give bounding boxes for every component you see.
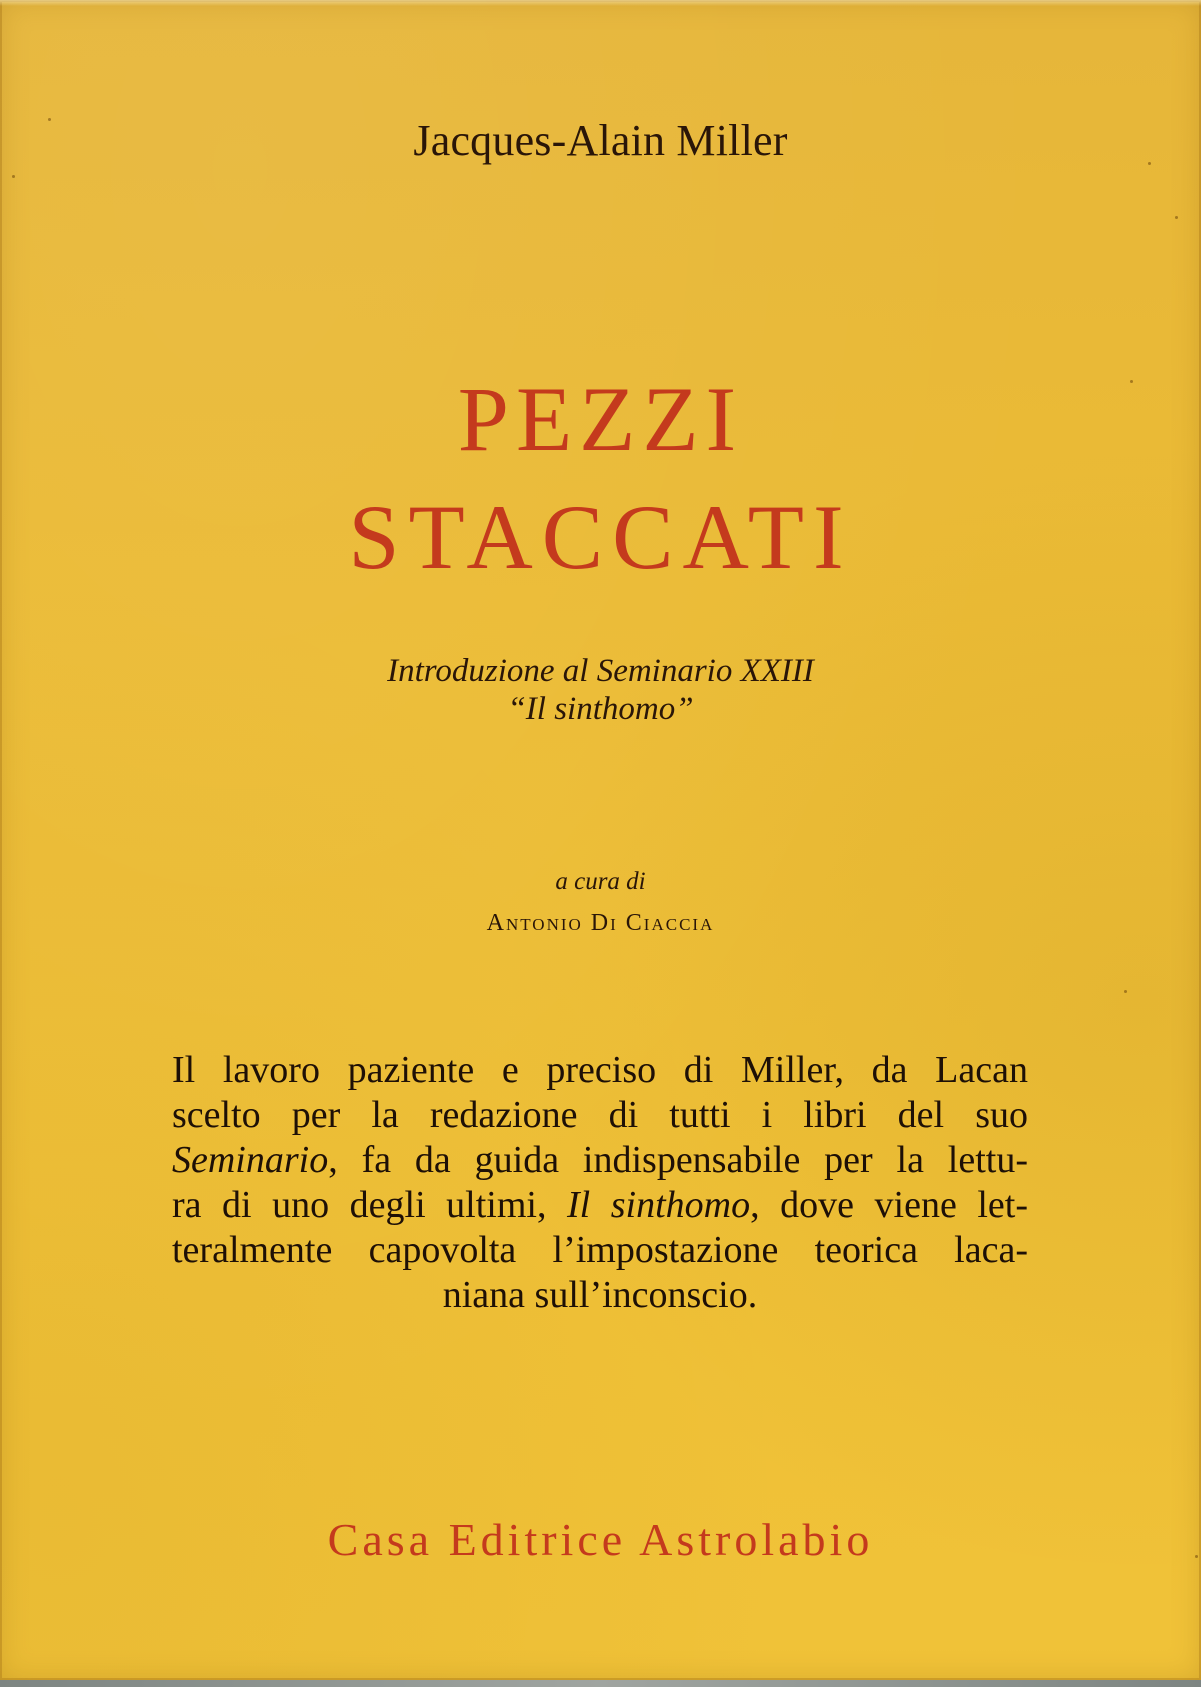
author-name: Jacques-Alain Miller (413, 116, 788, 165)
paper-speck (1130, 380, 1133, 383)
background-surface (0, 1680, 1201, 1687)
subtitle-line-2: “Il sinthomo” (507, 691, 694, 727)
editor-label: a cura di (555, 868, 646, 895)
publisher-name: Casa Editrice Astrolabio (327, 1514, 874, 1565)
paper-speck (1148, 162, 1151, 165)
blurb-line: niana sull’inconscio. (442, 1274, 758, 1316)
paper-speck (1175, 216, 1178, 219)
blurb-line: teralmente capovolta l’impostazione teorica laca- (172, 1229, 1028, 1271)
paper-speck (48, 118, 51, 121)
subtitle-line-1: Introduzione al Seminario XXIII (387, 653, 814, 689)
blurb-line: Seminario, fa da guida indispensabile per la lettu- (172, 1139, 1028, 1181)
blurb-line: Il lavoro paziente e preciso di Miller, da Lacan (172, 1049, 1028, 1091)
book-title-line-1: PEZZI (457, 368, 744, 470)
blurb-line: ra di uno degli ultimi, Il sinthomo, dove viene let- (172, 1184, 1028, 1226)
cover-blurb (172, 1048, 1028, 1318)
paper-speck (12, 175, 15, 178)
blurb-line: scelto per la redazione di tutti i libri del suo (172, 1094, 1028, 1136)
editor-name: Antonio Di Ciaccia (486, 910, 715, 936)
book-title-line-2: STACCATI (348, 486, 853, 588)
paper-speck (1124, 990, 1127, 993)
cover-top-edge (0, 0, 1201, 6)
paper-speck (1195, 1555, 1198, 1558)
